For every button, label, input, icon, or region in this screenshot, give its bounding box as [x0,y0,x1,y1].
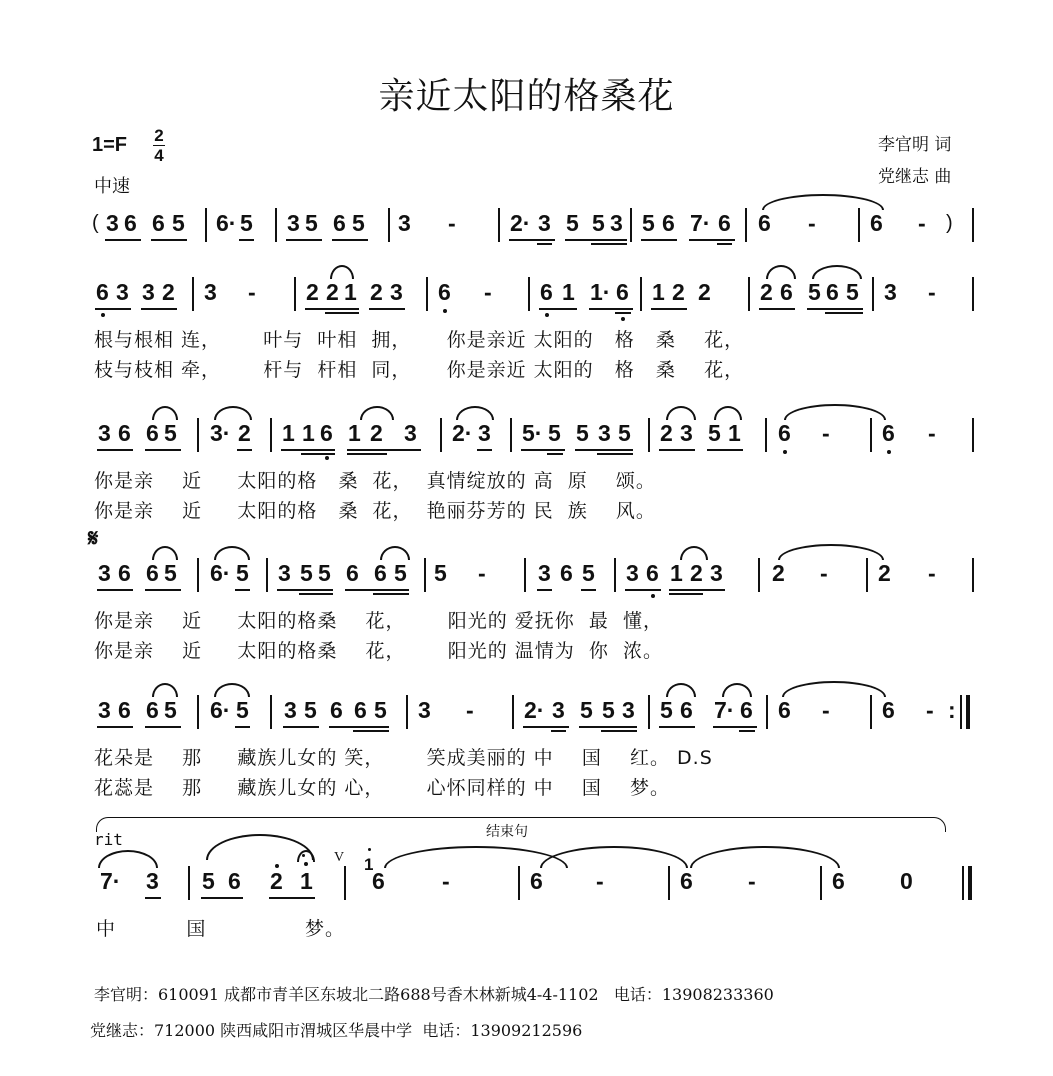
lyric-ending: 中 国 梦。 [96,918,345,940]
lyricist-credit: 李官明 词 [878,135,952,155]
time-bottom: 4 [154,146,164,165]
time-top: 2 [154,126,164,145]
segno-sign: 𝄋 [88,524,99,552]
score-line-5: 3 6 6 5 6· 5 3 5 6 6 5 3 - 2· 3 5 5 3 5 6 7· 6 6 - 6 - : 花朵是 那 藏族儿女的 笑， 笑成美丽的 中 国 红。 D.S 花蕊是 那 藏族儿女的 心， 心怀同样的 中 国 梦。 [0,695,1053,795]
tempo-marking: 中速 [94,176,130,197]
contact-composer: 党继志：712000 陕西咸阳市渭城区华晨中学 电话：13909212596 [90,1021,583,1040]
lyric-verse-2: 你是亲 近 太阳的格 桑 花， 艳丽芬芳的 民 族 风。 [94,500,656,522]
breath-mark: V [334,850,345,865]
score-line-1: ( 3 6 6 5 6· 5 3 5 6 5 3 - 2· 3 5 5 3 5 6 7· 6 6 - 6 - ) [0,208,1053,248]
key-signature: 1=F [92,134,128,156]
lyric-verse-1: 根与根相 连， 叶与 叶相 拥， 你是亲近 太阳的 格 桑 花， [94,329,745,351]
lyric-verse-1: 你是亲 近 太阳的格桑 花， 阳光的 爱抚你 最 懂， [94,610,663,632]
ending-label: 结束句 [486,824,528,840]
song-title: 亲近太阳的格桑花 [378,76,675,117]
lyric-verse-1: 花朵是 那 藏族儿女的 笑， 笑成美丽的 中 国 红。 D.S [94,747,713,769]
lyric-verse-2: 花蕊是 那 藏族儿女的 心， 心怀同样的 中 国 梦。 [94,777,670,799]
contact-lyricist: 李官明：610091 成都市青羊区东坡北二路688号香木林新城4-4-1102 电话：13908233360 [94,985,774,1004]
lyric-verse-2: 你是亲 近 太阳的格桑 花， 阳光的 温情为 你 浓。 [94,640,663,662]
score-line-3: 3 6 6 5 3· 2 1 1 6 1 2 3 2· 3 5· 5 5 3 5 2 3 5 1 6 - 6 - 你是亲 近 太阳的格 桑 花， 真情绽放的 高 原 颂。 你是亲 近 太阳的格 桑 花， 艳丽芬芳的 民 族 风。 [0,418,1053,518]
score-line-4: 3 6 6 5 6· 5 3 5 5 6 6 5 5 - 3 6 5 3 6 1 2 3 2 - 2 - 你是亲 近 太阳的格桑 花， 阳光的 爱抚你 最 懂， 你是亲 近 太阳的格桑 花， 阳光的 温情为 你 浓。 [0,558,1053,658]
lyric-verse-2: 枝与枝相 牵， 杆与 杆相 同， 你是亲近 太阳的 格 桑 花， [94,359,745,381]
ritardando-marking: rit [94,830,123,849]
lyric-verse-1: 你是亲 近 太阳的格 桑 花， 真情绽放的 高 原 颂。 [94,470,656,492]
time-signature [153,127,165,164]
contact-composer-clip [90,1020,690,1040]
composer-credit: 党继志 曲 [878,167,952,187]
score-line-2: 6 3 3 2 3 - 2 2 1 2 3 6 - 6 1 1· 6 1 2 2 2 6 5 6 5 3 - 根与根相 连， 叶与 叶相 拥， 你是亲近 太阳的 格 桑 花， 枝与枝相 牵， 杆与 杆相 同， 你是亲近 太阳的 格 桑 花， [0,277,1053,377]
score-line-6: 7· 3 5 6 2 1 V 1 6 - 6 - 6 - 6 0 中 国 梦。 [0,866,1053,946]
